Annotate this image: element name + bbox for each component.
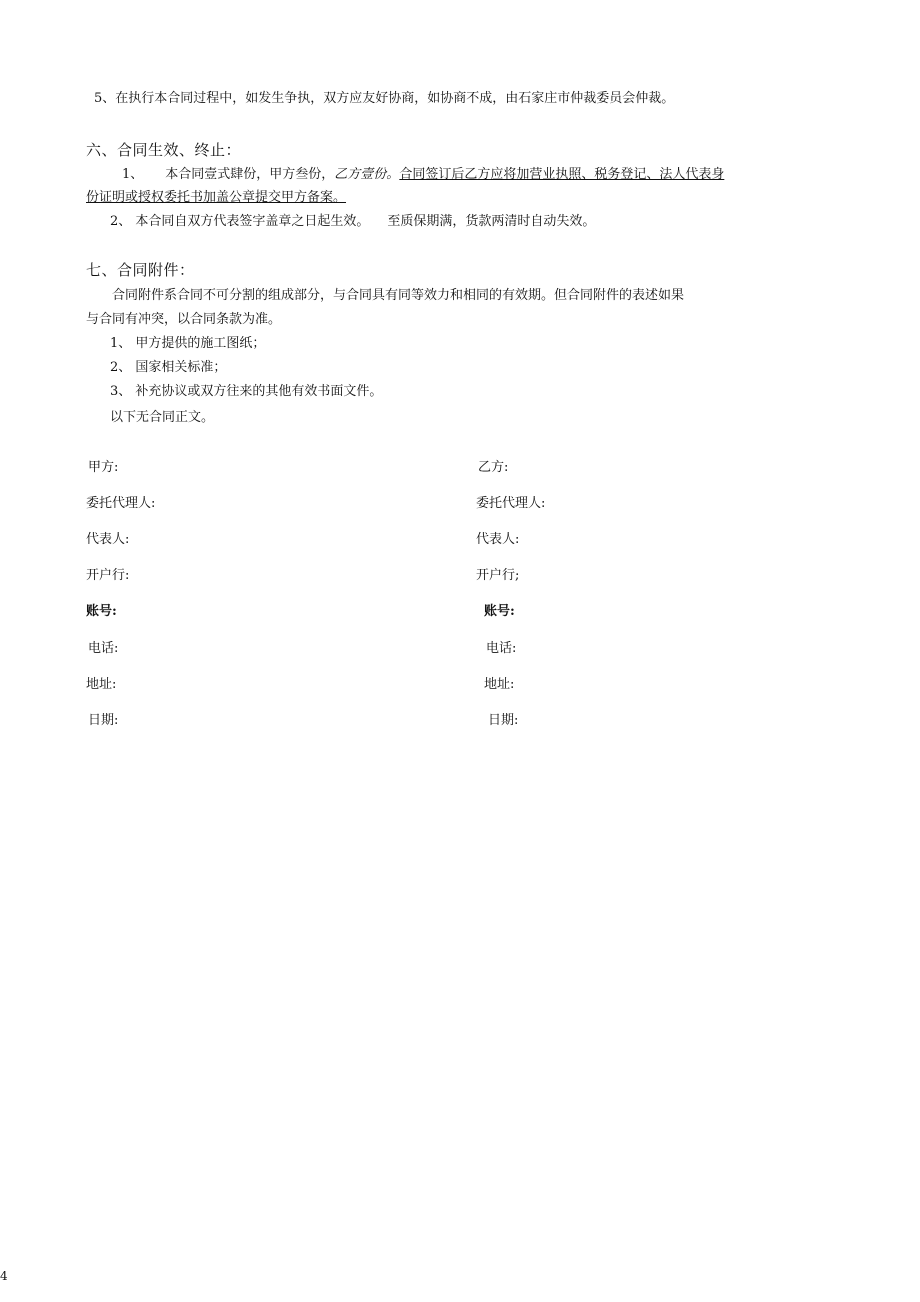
party-a-date-label: 日期: [88,713,119,728]
party-b-bank-label: 开户行; [476,568,520,583]
party-b-representative-label: 代表人: [476,532,520,547]
section-6-item-1-filing: 合同签订后乙方应将加营业执照、税务登记、法人代表身 [399,167,725,182]
section-6-item-2 [110,213,595,231]
party-a-bank-label: 开户行: [86,568,130,583]
party-b-label: 乙方: [478,460,509,475]
section-6-item-1-number: 1、 [122,167,144,182]
section-7-intro-line-1: 合同附件系合同不可分割的组成部分，与合同具有同等效力和相同的有效期。但合同附件的表述如果 [112,288,685,303]
section-7-intro-line-2: 与合同有冲突，以合同条款为准。 [86,312,282,327]
party-a-label: 甲方: [88,460,119,475]
section-6-item-2-expiry: 至质保期满，货款两清时自动失效。 [387,214,596,229]
section-6-item-2-effective: 2、 本合同自双方代表签字盖章之日起生效。 [110,214,370,229]
section-7-item-1: 1、 甲方提供的施工图纸； [110,336,266,351]
section-6-item-1-party-b-copies: 乙方壹份。 [334,167,400,182]
section-7-title: 七、合同附件： [86,261,195,279]
party-a-account-label: 账号: [86,604,117,619]
party-b-account-label: 账号: [484,604,515,619]
party-b-address-label: 地址: [484,677,515,692]
section-7-item-2: 2、 国家相关标准； [110,360,227,375]
party-a-representative-label: 代表人: [86,532,130,547]
party-a-phone-label: 电话: [88,641,119,656]
party-b-phone-label: 电话: [486,641,517,656]
section-6-item-1-copies: 本合同壹式肆份，甲方叁份， [165,167,335,182]
party-a-agent-label: 委托代理人: [86,496,156,511]
page-number: 4 [0,1269,8,1283]
section-7-item-3: 3、 补充协议或双方往来的其他有效书面文件。 [110,384,383,399]
party-b-date-label: 日期: [488,713,519,728]
section-6-title: 六、合同生效、终止： [86,141,242,159]
end-of-contract-note: 以下无合同正文。 [110,410,215,425]
clause-5-arbitration: 5、在执行本合同过程中，如发生争执，双方应友好协商，如协商不成，由石家庄市仲裁委员会仲裁。 [94,91,675,106]
section-6-item-1-continued: 份证明或授权委托书加盖公章提交甲方备案。 [86,190,347,205]
party-b-agent-label: 委托代理人: [476,496,546,511]
section-6-item-1 [122,166,724,184]
party-a-address-label: 地址: [86,677,117,692]
